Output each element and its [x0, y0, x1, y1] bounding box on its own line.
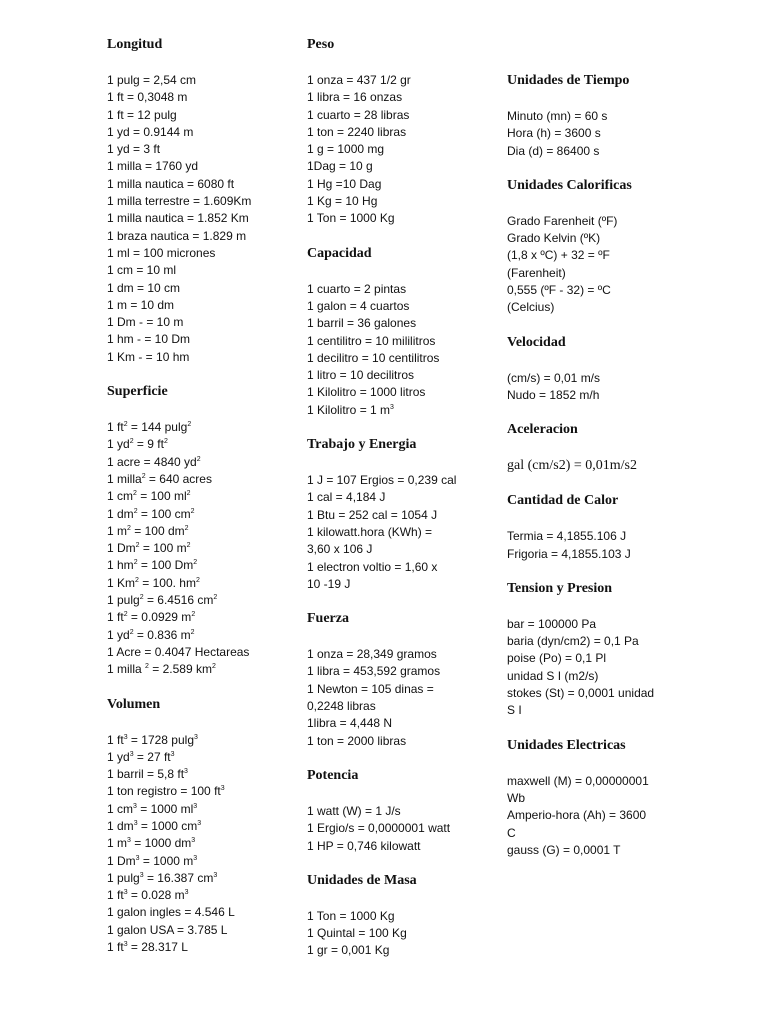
section-spacer: [507, 563, 707, 580]
section-unidades-calorificas: [507, 177, 707, 334]
superscript-exponent: 2: [129, 628, 134, 636]
section-unidades-electricas: [507, 737, 707, 876]
superscript-exponent: 3: [135, 854, 140, 862]
superscript-exponent: 3: [191, 837, 196, 845]
conversion-line: maxwell (M) = 0,00000001: [507, 773, 649, 788]
conversion-line: (1,8 x ºC) + 32 = ºF: [507, 248, 610, 263]
conversion-line: 1 kilowatt.hora (KWh) =: [307, 524, 433, 539]
section-spacer: [307, 960, 487, 977]
conversion-line: 1 Hg =10 Dag: [307, 176, 382, 191]
superscript-exponent: 2: [190, 507, 195, 515]
conversion-line: Grado Kelvin (ºK): [507, 231, 601, 246]
conversion-line: Hora (h) = 3600 s: [507, 126, 601, 141]
conversion-line: Grado Farenheit (ºF): [507, 213, 618, 228]
conversion-line: 0,555 (ºF - 32) = ºC: [507, 283, 611, 298]
section-spacer: [307, 419, 487, 436]
conversion-line: 1 $ft^3 = 0.028$ $m^3$: [107, 888, 189, 903]
conversion-line: 1 $ft^2 = 0.0929$ $m^2$: [107, 610, 196, 625]
superscript-exponent: 2: [127, 524, 131, 532]
conversion-line: 1 Acre = 0.4047 Hectareas: [107, 644, 250, 659]
conversion-line: 1 $m^2 = 100$ $dm^2$: [107, 523, 189, 538]
conversion-line: 1 centilitro = 10 mililitros: [307, 333, 436, 348]
conversion-line: 1libra = 4,448 N: [307, 716, 393, 731]
conversion-line: 1 milla nautica = 1.852 Km: [107, 211, 249, 226]
superscript-exponent: 2: [187, 421, 192, 429]
section-longitud: [107, 36, 287, 383]
conversion-line: 1 m = 10 dm: [107, 297, 175, 312]
superscript-exponent: 2: [123, 421, 128, 429]
conversion-line: 1 barril = 36 galones: [307, 316, 417, 331]
section-trabajo-y-energia: [307, 436, 487, 610]
conversion-line: 1 Kilolitro = 1000 litros: [307, 385, 426, 400]
superscript-exponent: 2: [129, 438, 134, 446]
conversion-line: 1 HP = 0,746 kilowatt: [307, 838, 421, 853]
superscript-exponent: 3: [197, 819, 202, 827]
conversion-line: 1 $hm^2 = 100$ Dm$^2$: [107, 558, 198, 573]
conversion-line: 1 $yd^3 = 27$ $ft^3$: [107, 749, 175, 764]
section-spacer: [107, 956, 287, 973]
conversion-line: 1 pulg$^3$ = 16.387 $cm^3$: [107, 870, 218, 885]
superscript-exponent: 2: [184, 524, 189, 532]
conversion-line: 1 onza = 437 1/2 gr: [307, 73, 411, 87]
superscript-exponent: 3: [184, 889, 189, 897]
section-spacer: [107, 366, 287, 383]
conversion-line: 1 g = 1000 mg: [307, 142, 385, 157]
conversion-line: 10 -19 J: [307, 576, 351, 591]
superscript-exponent: 3: [123, 889, 128, 897]
section-unidades-de-masa: [307, 872, 487, 977]
section-velocidad: [507, 334, 707, 422]
conversion-line: stokes (St) = 0,0001 unidad: [507, 686, 655, 701]
section-superficie: [107, 383, 287, 695]
conversion-line: 1 $dm^3 = 1000$ $cm^3$: [107, 818, 202, 833]
conversion-line: 1 $yd^2 = 9$ $ft^2$: [107, 437, 168, 452]
superscript-exponent: 3: [170, 750, 175, 758]
conversion-line: 1 cuarto = 28 libras: [307, 107, 410, 122]
section-spacer: [507, 160, 707, 177]
conversion-line: Termia = 4,1855.106 J: [507, 529, 627, 544]
conversion-line: Minuto (mn) = 60 s: [507, 109, 608, 123]
section-heading: Cantidad de Calor: [507, 493, 619, 509]
section-heading: Unidades Calorificas: [507, 177, 632, 193]
conversion-line: Frigoria = 4,1855.103 J: [507, 546, 631, 561]
conversion-line: 1 milla $^2$ = 2.589 $km^2$: [107, 662, 216, 677]
section-spacer: [307, 855, 487, 872]
superscript-exponent: 3: [390, 403, 394, 411]
section-unidades-de-tiempo: [507, 72, 707, 177]
conversion-line: 1 $ft^2 = 144$ pulg$^2$: [107, 420, 192, 435]
superscript-exponent: 2: [123, 611, 128, 619]
conversion-line: 1 electron voltio = 1,60 x: [307, 559, 438, 574]
section-spacer: [507, 859, 707, 876]
conversion-line: unidad S I (m2/s): [507, 668, 599, 683]
conversion-line: 1 acre = 4840 $yd^2$: [107, 454, 201, 469]
column-middle: [307, 36, 487, 977]
section-heading: Capacidad: [307, 245, 372, 261]
conversion-line: Nudo = 1852 m/h: [507, 387, 600, 402]
conversion-line: 1 $cm^3 = 1000$ $ml^3$: [107, 801, 198, 816]
conversion-line: 1 ft = 0,3048 m: [107, 90, 188, 105]
conversion-line: 1 libra = 453,592 gramos: [307, 664, 441, 679]
conversion-line: 1 ml = 100 micrones: [107, 245, 216, 260]
conversion-line: poise (Po) = 0,1 Pl: [507, 651, 607, 666]
section-heading: Unidades Electricas: [507, 737, 626, 753]
section-spacer: [307, 593, 487, 610]
section-volumen: [107, 696, 287, 974]
section-heading: Peso: [307, 37, 335, 52]
section-heading: Velocidad: [507, 334, 566, 350]
conversion-line: 1 ton = 2240 libras: [307, 124, 407, 139]
conversion-line: 1 $m^3 = 1000$ $dm^3$: [107, 836, 196, 851]
section-heading: Unidades de Masa: [307, 872, 417, 888]
superscript-exponent: 3: [213, 871, 218, 879]
superscript-exponent: 3: [193, 802, 198, 810]
conversion-line: 1 $ft^3 = 28.317$ L: [107, 940, 188, 955]
conversion-line: gal (cm/s2) = 0,01m/s2: [507, 458, 637, 474]
section-heading: Unidades de Tiempo: [507, 73, 630, 88]
conversion-line: bar = 100000 Pa: [507, 616, 597, 631]
section-spacer: [507, 317, 707, 334]
conversion-line: 1 ton = 2000 libras: [307, 733, 407, 748]
conversion-line: 1Dag = 10 g: [307, 159, 373, 174]
conversion-line: 1 hm - = 10 Dm: [107, 332, 191, 347]
section-potencia: [307, 767, 487, 872]
section-heading: Fuerza: [307, 611, 349, 627]
superscript-exponent: 3: [194, 733, 198, 741]
conversion-line: 1 braza nautica = 1.829 m: [107, 228, 247, 243]
conversion-line: baria (dyn/cm2) = 0,1 Pa: [507, 634, 639, 649]
superscript-exponent: 2: [145, 663, 149, 671]
conversion-line: 1 decilitro = 10 centilitros: [307, 350, 440, 365]
conversion-line: (Celcius): [507, 300, 555, 315]
conversion-line: 1 Ton = 1000 Kg: [307, 908, 395, 923]
section-heading: Tension y Presion: [507, 580, 613, 596]
superscript-exponent: 2: [190, 628, 195, 636]
conversion-line: 1 watt (W) = 1 J/s: [307, 803, 401, 818]
section-tension-y-presion: [507, 580, 707, 737]
conversion-line: 1 Ton = 1000 Kg: [307, 211, 395, 226]
conversion-line: 1 Ergio/s = 0,0000001 watt: [307, 821, 451, 836]
superscript-exponent: 2: [196, 455, 201, 463]
conversion-line: C: [507, 825, 516, 840]
section-heading: Aceleracion: [507, 422, 578, 438]
superscript-exponent: 3: [193, 854, 198, 862]
section-heading: Longitud: [107, 37, 163, 52]
conversion-line: 1 barril = 5,8 $ft^3$: [107, 767, 188, 782]
superscript-exponent: 2: [135, 542, 140, 550]
conversion-line: 1 milla nautica = 6080 ft: [107, 176, 235, 191]
superscript-exponent: 2: [191, 611, 196, 619]
conversion-line: 1 libra = 16 onzas: [307, 90, 403, 105]
section-aceleracion: [507, 421, 707, 492]
section-spacer: [507, 404, 707, 421]
superscript-exponent: 3: [123, 733, 128, 741]
section-peso: [307, 36, 487, 245]
section-spacer: [307, 750, 487, 767]
conversion-line: 1 galon USA = 3.785 L: [107, 922, 228, 937]
section-capacidad: [307, 245, 487, 436]
superscript-exponent: 2: [186, 542, 191, 550]
conversion-line: (cm/s) = 0,01 m/s: [507, 370, 601, 385]
conversion-line: 1 onza = 28,349 gramos: [307, 647, 437, 662]
conversion-line: 1 milla terrestre = 1.609Km: [107, 194, 252, 209]
superscript-exponent: 2: [139, 594, 144, 602]
conversion-line: 1 yd = 0.9144 m: [107, 124, 194, 139]
superscript-exponent: 3: [133, 819, 138, 827]
conversion-line: 1 pulg = 2,54 cm: [107, 73, 197, 87]
conversion-line: gauss (G) = 0,0001 T: [507, 842, 621, 857]
superscript-exponent: 2: [211, 663, 216, 671]
conversion-line: 1 Kilolitro = 1 $m^3$: [307, 402, 394, 417]
superscript-exponent: 3: [133, 802, 137, 810]
conversion-line: 3,60 x 106 J: [307, 542, 373, 557]
conversion-line: 1 yd = 3 ft: [107, 142, 161, 157]
conversion-line: 1 $yd^2 = 0.836$ $m^2$: [107, 627, 195, 642]
conversion-line: 1 Newton = 105 dinas =: [307, 681, 434, 696]
conversion-line: S I: [507, 703, 522, 718]
conversion-line: 1 cm = 10 ml: [107, 263, 177, 278]
superscript-exponent: 2: [135, 576, 139, 584]
conversion-line: 1 $cm^2 = 100$ $ml^2$: [107, 489, 191, 504]
conversion-line: 1 gr = 0,001 Kg: [307, 943, 390, 958]
conversion-line: 1 $dm^2 = 100$ $cm^2$: [107, 506, 195, 521]
superscript-exponent: 3: [127, 837, 131, 845]
superscript-exponent: 2: [193, 559, 198, 567]
column-right: [507, 72, 707, 876]
section-spacer: [507, 720, 707, 737]
section-spacer: [307, 228, 487, 245]
conversion-line: 1 $ft^3 = 1728$ pulg$^3$: [107, 732, 198, 747]
conversion-line: 1 galon ingles = 4.546 L: [107, 905, 235, 920]
section-cantidad-de-calor: [507, 492, 707, 580]
section-heading: Volumen: [107, 696, 161, 712]
conversion-line: Amperio-hora (Ah) = 3600: [507, 808, 647, 823]
conversion-line: 1 Kg = 10 Hg: [307, 194, 378, 209]
superscript-exponent: 2: [213, 594, 218, 602]
superscript-exponent: 2: [186, 490, 191, 498]
conversion-line: Wb: [507, 790, 525, 805]
conversion-line: Dia (d) = 86400 s: [507, 143, 600, 158]
superscript-exponent: 2: [133, 559, 138, 567]
conversion-line: 1 ft = 12 pulg: [107, 107, 177, 122]
superscript-exponent: 2: [133, 507, 138, 515]
conversion-line: 1 cuarto = 2 pintas: [307, 281, 407, 296]
section-heading: Superficie: [107, 384, 168, 400]
superscript-exponent: 2: [141, 472, 146, 480]
section-spacer: [507, 475, 707, 492]
conversion-line: 1 dm = 10 cm: [107, 280, 181, 295]
conversion-line: 1 litro = 10 decilitros: [307, 368, 415, 383]
superscript-exponent: 3: [123, 941, 128, 949]
superscript-exponent: 3: [129, 750, 134, 758]
conversion-line: (Farenheit): [507, 265, 566, 280]
superscript-exponent: 3: [220, 785, 225, 793]
conversion-line: 1 milla$^2$ = 640 acres: [107, 471, 212, 486]
conversion-line: 1 ton registro = 100 $ft^3$: [107, 784, 225, 799]
conversion-line: 1 Quintal = 100 Kg: [307, 926, 407, 941]
conversion-line: 0,2248 libras: [307, 699, 376, 714]
superscript-exponent: 2: [163, 438, 168, 446]
conversion-line: 1 $Km^2 = 100$. $hm^2$: [107, 575, 200, 590]
section-fuerza: [307, 610, 487, 767]
column-left: [107, 36, 287, 973]
section-heading: Trabajo y Energia: [307, 437, 417, 453]
superscript-exponent: 2: [195, 576, 200, 584]
conversion-line: 1 Km - = 10 hm: [107, 349, 190, 364]
conversion-line: 1 Dm - = 10 m: [107, 315, 184, 330]
conversion-line: 1 milla = 1760 yd: [107, 159, 199, 174]
section-spacer: [107, 679, 287, 696]
superscript-exponent: 3: [139, 871, 144, 879]
superscript-exponent: 3: [184, 768, 188, 776]
superscript-exponent: 2: [133, 490, 137, 498]
section-heading: Potencia: [307, 767, 359, 783]
conversion-line: 1 galon = 4 cuartos: [307, 298, 410, 313]
conversion-line: 1 $Dm^3 = 1000$ $m^3$: [107, 853, 198, 868]
conversion-line: 1 $Dm^2 = 100$ $m^2$: [107, 541, 191, 556]
conversion-line: 1 cal = 4,184 J: [307, 490, 386, 505]
conversion-line: 1 Btu = 252 cal = 1054 J: [307, 507, 438, 522]
conversion-line: 1 pulg$^2$ = 6.4516 $cm^2$: [107, 593, 218, 608]
conversion-line: 1 J = 107 Ergios = 0,239 cal: [307, 473, 457, 488]
